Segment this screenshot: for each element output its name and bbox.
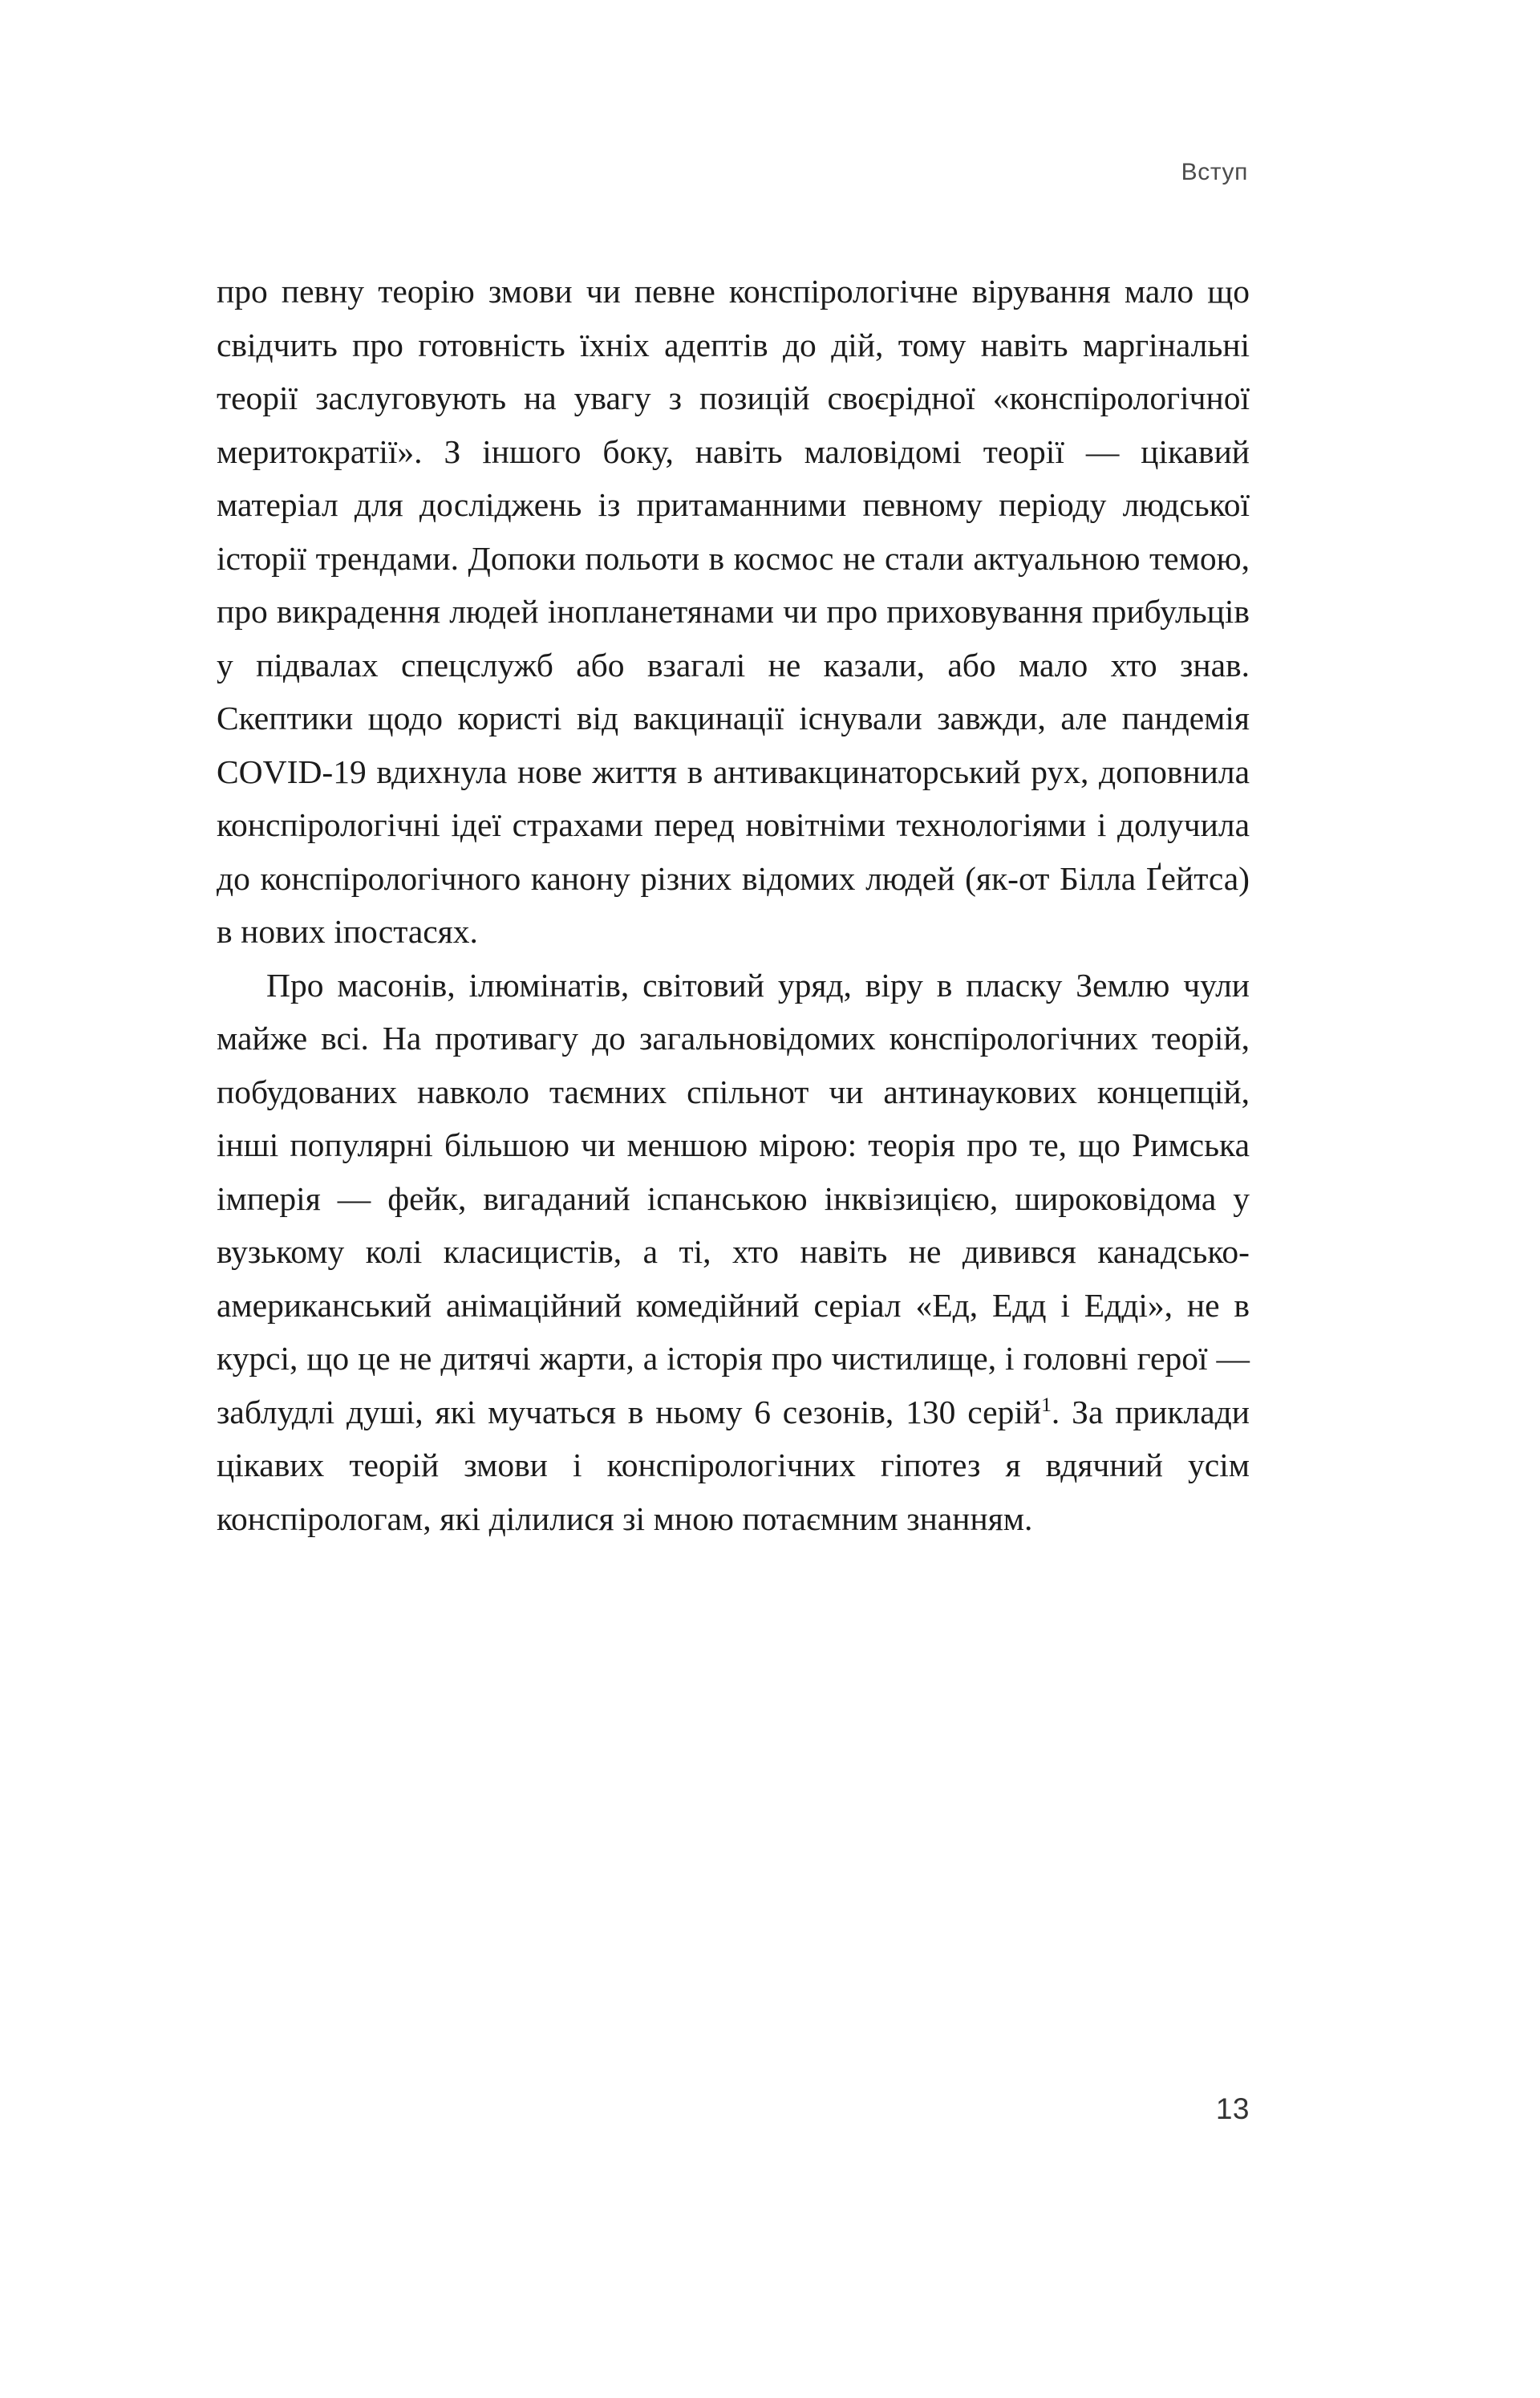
paragraph-1 [217, 265, 1250, 959]
paragraph-2-text-after-note: . За приклади цікавих теорій змови і конспірологічних гіпотез я вдячний усім конспірологам, які ділилися зі мною потаємним знанням. [217, 1393, 1250, 1537]
running-head: Вступ [1181, 159, 1248, 185]
text-column [217, 265, 1250, 1545]
paragraph-2-text-before-note: Про масонів, ілюмінатів, світовий уряд, віру в пласку Землю чули майже всі. На противагу до загальновідомих конспірологічних теорій, побудованих навколо таємних спільнот чи антинаукових концепцій, інші популярні більшою чи меншою мірою: теорія про те, що Римська імперія — фейк, вигаданий іспанською інквізицією, широковідома у вузькому колі класицистів, а ті, хто навіть не дивився канадсько-американський анімаційний комедійний серіал «Ед, Едд і Едді», не в курсі, що це не дитячі жарти, а історія про чистилище, і головні герої — заблудлі душі, які мучаться в ньому 6 сезонів, 130 серій [217, 966, 1250, 1430]
page-number: 13 [1215, 2092, 1250, 2125]
paragraph-2 [217, 959, 1250, 1546]
paragraph-1-text: про певну теорію змови чи певне конспірологічне вірування мало що свідчить про готовність їхніх адептів до дій, тому навіть маргінальні теорії заслуговують на увагу з позицій своєрідної «конспірологічної меритократії». З іншого боку, навіть маловідомі теорії — цікавий матеріал для досліджень із притаманними певному періоду людської історії трендами. Допоки польоти в космос не стали актуальною темою, про викрадення людей інопланетянами чи про приховування прибульців у підвалах спецслужб або взагалі не казали, або мало хто знав. Скептики щодо користі від вакцинації існували завжди, але пандемія COVID-19 вдихнула нове життя в антивакцинаторський рух, доповнила конспірологічні ідеї страхами перед новітніми технологіями і долучила до конспірологічного канону різних відомих людей (як-от Білла Ґейтса) в нових іпостасях. [217, 273, 1250, 950]
footnote-reference-1[interactable]: 1 [1041, 1392, 1052, 1416]
